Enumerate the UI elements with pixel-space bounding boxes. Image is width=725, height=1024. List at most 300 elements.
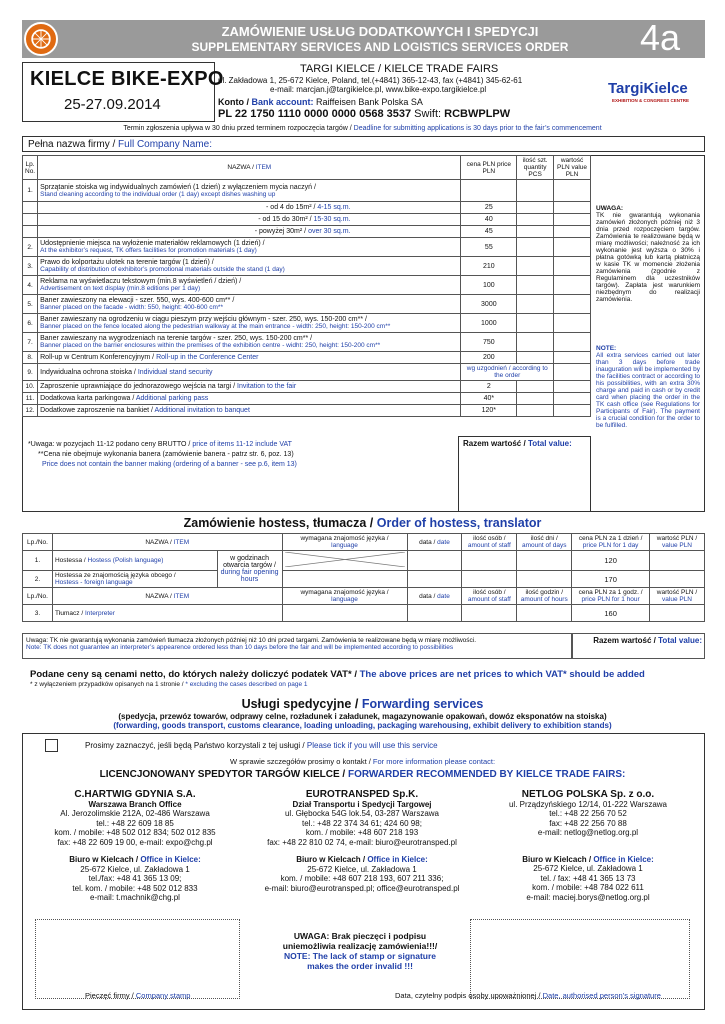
row-name-en: 15-30 sq.m. <box>313 216 351 223</box>
row-qty[interactable] <box>517 202 554 214</box>
fwd3-name: NETLOG POLSKA Sp. z o.o. <box>521 789 655 800</box>
row-qty[interactable] <box>517 314 554 333</box>
fwd3-o2: tel. / fax: +48 41 365 13 73 <box>540 873 636 883</box>
fwd1-addr: Al. Jerozolimskie 212A, 02-486 Warszawa <box>60 809 210 818</box>
h-days-header <box>517 534 572 551</box>
h2-phour-en: price PLN for 1 hour <box>581 596 640 603</box>
fwd3-email: e-mail: netlog@netlog.org.pl <box>537 828 639 837</box>
net-line-pl: Podane ceny są cenami netto, do których należy doliczyć podatek VAT* / <box>30 669 357 680</box>
h2-hours-header <box>517 588 572 605</box>
table-row <box>23 605 705 622</box>
h-row1-days[interactable] <box>517 551 572 571</box>
fwd1-o3: tel. kom. / mobile: +48 502 012 833 <box>72 883 198 893</box>
note-banner-en: Price does not contain the banner making (ordering of a banner - see p.6, item 13) <box>42 461 297 468</box>
table-row <box>23 333 591 352</box>
table-row <box>23 551 705 571</box>
row-name-pl: Dodatkowa karta parkingowa / <box>40 395 135 402</box>
h-row1-value[interactable] <box>650 551 705 571</box>
deadline-pl: Termin zgłoszenia upływa w 30 dniu przed terminem rozpoczęcia targów / <box>123 125 352 132</box>
account-number: PL 22 1750 1110 0000 0000 0568 3537 <box>218 108 412 120</box>
row-qty[interactable] <box>517 257 554 276</box>
h-pday-en: price PLN for 1 day <box>582 542 639 549</box>
h-name-header <box>52 534 282 551</box>
forwarding-sub-pl: (spedycja, przewóz towarów, odprawy celne, rozładunek i załadunek, magazynowanie opakowań, dowóz eksponatów na stoiska) <box>118 712 607 721</box>
row-value[interactable] <box>554 180 591 202</box>
h-row2-lang[interactable] <box>282 571 407 588</box>
net-line-en: The above prices are net prices to which VAT* should be added <box>359 669 645 680</box>
h-row1-no: 1. <box>23 551 53 571</box>
fairs-web: e-mail: marcjan.j@targikielce.pl, www.bike-expo.targikielce.pl <box>270 85 487 94</box>
company-label-pl: Pełna nazwa firmy / <box>28 139 116 150</box>
row-name-en: Capability of distribution of exhibitor’s promotional materials outside the stand (1 day) <box>40 266 285 273</box>
h-row2-price: 170 <box>572 571 650 588</box>
tick-pl: Prosimy zaznaczyć, jeśli będą Państwo korzystali z tej usługi / <box>85 741 305 750</box>
h-row3-pl: Tłumacz / <box>54 609 84 617</box>
note-title: NOTE: <box>596 345 617 352</box>
fairs-address: ul. Zakładowa 1, 25-672 Kielce, Poland, tel.(+4841) 365-12-43, fax (+4841) 345-62-61 <box>218 76 523 85</box>
table-row <box>23 276 591 295</box>
row-value[interactable] <box>554 202 591 214</box>
total-label-en: Total value: <box>527 439 572 448</box>
row-value[interactable] <box>554 238 591 257</box>
h2-date-en: date <box>437 592 450 600</box>
row-no: 3. <box>23 257 38 276</box>
fwd2-fax: fax: +48 22 810 02 74, e-mail: biuro@eurotransped.pl <box>267 837 457 847</box>
row-name-pl: Prawo do kolportażu ulotek na terenie targów (1 dzień) / <box>40 259 214 266</box>
h2-hours-en: amount of hours <box>520 596 568 603</box>
row-name-en: Banner placed on the facade - width: 550, height: 400-600 cm** <box>40 304 223 311</box>
h-row3-en: Interpreter <box>84 609 115 617</box>
h-row3-price: 160 <box>572 605 650 622</box>
row-price: 40* <box>461 393 517 405</box>
h-row1-staff[interactable] <box>462 551 517 571</box>
row-name-pl: Dodatkowe zaproszenie na bankiet / <box>40 407 153 414</box>
forwarding-tick-label <box>85 741 438 750</box>
h2-name-header <box>52 588 282 605</box>
table-row <box>23 202 591 214</box>
row-qty[interactable] <box>517 405 554 417</box>
h2-val-pl: wartość PLN / <box>656 589 698 596</box>
row-qty[interactable] <box>517 333 554 352</box>
net-sub-pl: * z wyłączeniem przypadków opisanych na 1 stronie / <box>30 681 184 688</box>
row-qty[interactable] <box>517 352 554 364</box>
h2-val-header <box>650 588 705 605</box>
row-name <box>38 295 461 314</box>
row-name <box>38 352 461 364</box>
row-name-pl: Sprzątanie stoiska wg indywidualnych zamówień (1 dzień) z wyłączeniem mycia naczyń / <box>40 183 316 191</box>
net-sub-en: * excluding the cases described on page 1 <box>185 681 308 688</box>
fwd3-o1: 25-672 Kielce, ul. Zakładowa 1 <box>533 864 643 873</box>
uwaga-text: TK nie gwarantują wykonania zamówień złożonych później niż 3 dnia przed rozpoczęciem targów. Zamówienia te realizowane będą w miarę możliwości; należność za ich wykonanie jest wyższa o 30% i płatna gotówką lub kartą płatniczą w kasie TK w momencie złożenia zamówienia (zgodnie z Regulaminem dla uczestników targów). Zapłata jest warunkiem niezbędnym do realizacji zamówienia. <box>596 212 700 303</box>
signature-label <box>395 991 661 1000</box>
row-name-pl: Reklama na wyświetlaczu tekstowym (min.8 wyświetleń / dzień) / <box>40 278 242 285</box>
h2-staff-pl: ilość osób / <box>473 589 506 596</box>
note-vat-en: price of items 11-12 include VAT <box>192 441 292 448</box>
table-row <box>23 571 705 588</box>
row-qty[interactable] <box>517 214 554 226</box>
h-row2-days[interactable] <box>517 571 572 588</box>
event-name: KIELCE BIKE-EXPO <box>30 68 224 90</box>
row-value[interactable] <box>554 352 591 364</box>
note-vat-pl: *Uwaga: w pozycjach 11-12 podano ceny BRUTTO / <box>28 441 191 448</box>
deadline-en: Deadline for submitting applications is 30 days prior to the fair’s commencement <box>353 125 602 132</box>
row-price: 3000 <box>461 295 517 314</box>
row-value[interactable] <box>554 405 591 417</box>
h2-phour-header <box>572 588 650 605</box>
h2-name-en: ITEM <box>173 592 190 600</box>
h-row3-value[interactable] <box>650 605 705 622</box>
h-val-header <box>650 534 705 551</box>
row-name-en: Banner placed on the barrier enclosures within the premises of the exhibition centre - widht: 250, height: 150-200 cm** <box>40 342 381 349</box>
row-name-en: Additional invitation to banquet <box>154 407 250 414</box>
col-qty-header: ilość szt. quantity PCS <box>517 156 554 180</box>
row-qty[interactable] <box>517 295 554 314</box>
row-qty[interactable] <box>517 226 554 238</box>
row-qty[interactable] <box>517 381 554 393</box>
h-row1-price: 120 <box>572 551 650 571</box>
row-no: 9. <box>23 364 38 381</box>
table-row <box>23 214 591 226</box>
row-name <box>38 314 461 333</box>
row-name-pl: Baner zawieszany na ogrodzeniu w ciągu pieszym przy wejściu głównym - szer. 250, wys. 150-200 cm** / <box>40 316 367 323</box>
row-name-pl: Baner zawieszany na wygrodzeniach na terenie targów - szer. 250, wys. 150-200 cm** / <box>40 335 313 342</box>
fwd2-addr: ul. Głębocka 54G lok.54, 03-287 Warszawa <box>284 809 439 818</box>
h-row3-name <box>52 605 282 622</box>
h2-phour-pl: cena PLN za 1 godz. / <box>578 589 643 596</box>
h-row2-value[interactable] <box>650 571 705 588</box>
h-no-header: Lp./No. <box>23 534 53 551</box>
form-title-pl: ZAMÓWIENIE USŁUG DODATKOWYCH I SPEDYCJI <box>221 24 539 39</box>
contact-pl: W sprawie szczegółów prosimy o kontakt / <box>229 757 371 766</box>
h-lang-pl: wymagana znajomość języka / <box>300 535 389 542</box>
hours-pl: w godzinach otwarcia targów / <box>223 555 277 569</box>
row-name <box>38 381 461 393</box>
h-row1-date[interactable] <box>407 551 462 571</box>
h-pday-pl: cena PLN za 1 dzień / <box>578 535 643 542</box>
forwarder-chg <box>25 790 245 903</box>
services-notes <box>28 440 297 470</box>
hostess-title <box>0 516 725 530</box>
row-price: 40 <box>461 214 517 226</box>
row-name <box>38 405 461 417</box>
fwd3-office-pl: Biuro w Kielcach / <box>522 854 592 864</box>
uwaga-title: UWAGA: <box>596 205 624 212</box>
row-name-pl: - od 4 do 15m² / <box>266 204 316 211</box>
table-row <box>23 180 591 202</box>
row-price: 100 <box>461 276 517 295</box>
fwd3-office-en: Office in Kielce: <box>593 854 654 864</box>
forwarder-eurotransped <box>252 790 472 893</box>
forwarder-netlog <box>478 790 698 902</box>
h2-date-pl: data / <box>419 592 436 600</box>
bank-line <box>218 97 423 107</box>
interpreter-header-row <box>23 588 705 605</box>
h-row2-name <box>52 571 217 588</box>
row-qty[interactable] <box>517 393 554 405</box>
fwd2-tel: tel.: +48 22 374 34 61; 424 60 98; <box>302 818 422 828</box>
row-value[interactable] <box>554 226 591 238</box>
services-total-label <box>463 439 572 448</box>
col-no-header: Lp. No. <box>23 156 38 180</box>
h-val-en: value PLN <box>662 542 693 549</box>
stamp-en: Company stamp <box>135 991 191 1000</box>
hostess-total-en: Total value: <box>658 636 702 645</box>
row-price: 45 <box>461 226 517 238</box>
fwd1-fax: fax: +48 22 609 19 00, e-mail: expo@chg.pl <box>57 837 213 847</box>
row-price: 750 <box>461 333 517 352</box>
deadline-note <box>0 125 725 132</box>
h2-staff-en: amount of staff <box>467 596 511 603</box>
warn-2: uniemożliwia realizację zamówienia!!!/ <box>282 941 438 951</box>
row-name <box>38 276 461 295</box>
side-note <box>596 345 700 429</box>
rec-pl: LICENCJONOWANY SPEDYTOR TARGÓW KIELCE / <box>99 769 346 780</box>
row-name-en: Roll-up in the Conference Center <box>156 354 259 361</box>
hostess-header-row <box>23 534 705 551</box>
note-text: All extra services carried out later than 3 days before trade inauguration will be implemented by the facilities contract or according to his possibilities, with an extra 30% charge and paid in cash or by credit card when placing the order in the TK cash office (see Regulations for Participants of Fair). The payment is a crucial condition for the order to be fulfilled. <box>596 352 700 429</box>
row-price: 210 <box>461 257 517 276</box>
warn-3: NOTE: The lack of stamp or signature <box>283 951 437 961</box>
row-value[interactable] <box>554 333 591 352</box>
row-name <box>38 333 461 352</box>
h-row3-staff[interactable] <box>462 605 517 622</box>
services-header-row <box>23 156 591 180</box>
company-label-en: Full Company Name: <box>118 139 212 150</box>
forwarding-checkbox[interactable] <box>45 739 58 752</box>
row-no <box>23 214 38 226</box>
fwd2-o1: 25-672 Kielce, ul. Zakładowa 1 <box>307 864 417 874</box>
h-name-pl: NAZWA / <box>145 538 172 546</box>
h2-date-header <box>407 588 462 605</box>
row-no: 6. <box>23 314 38 333</box>
company-name-label <box>28 139 212 150</box>
row-price: 200 <box>461 352 517 364</box>
row-qty[interactable] <box>517 238 554 257</box>
h2-staff-header <box>462 588 517 605</box>
row-price: 120* <box>461 405 517 417</box>
h2-val-en: value PLN <box>662 596 693 603</box>
h2-no-header: Lp./No. <box>23 588 53 605</box>
targi-kielce-logo-sub: EXHIBITION & CONGRESS CENTRE <box>612 98 690 103</box>
row-price: 25 <box>461 202 517 214</box>
fwd2-office-pl: Biuro w Kielcach / <box>296 855 366 864</box>
row-price: wg uzgodnień / according to the order <box>461 364 554 381</box>
hostess-total-field[interactable] <box>572 633 705 659</box>
row-name-pl: Indywidualna ochrona stoiska / <box>40 368 136 376</box>
fwd3-tel: tel.: +48 22 256 70 52 <box>549 809 627 818</box>
total-label-pl: Razem wartość / <box>463 439 526 448</box>
row-name <box>38 202 461 214</box>
table-row <box>23 238 591 257</box>
note-banner-pl: **Cena nie obejmuje wykonania banera (zamówienie banera - patrz str. 6, poz. 13) <box>38 451 294 458</box>
row-name-en: Advertisement on text display (min.8 editions per 1 day) <box>40 285 201 292</box>
company-stamp-field[interactable] <box>35 919 240 999</box>
row-name-en: Stand cleaning according to the individual order (1 day) except dishes washing up <box>40 190 276 198</box>
swift-label: Swift: <box>414 108 442 120</box>
fwd1-name: C.HARTWIG GDYNIA S.A. <box>74 789 196 800</box>
fwd1-tel: tel.: +48 22 609 18 85 <box>96 818 174 828</box>
fairs-title: TARGI KIELCE / KIELCE TRADE FAIRS <box>300 63 499 75</box>
table-row <box>23 226 591 238</box>
forwarding-title <box>0 697 725 711</box>
company-stamp-label <box>85 991 190 1000</box>
row-name-pl: Roll-up w Centrum Konferencyjnym / <box>40 354 155 361</box>
row-value[interactable] <box>554 214 591 226</box>
note-vat <box>28 440 297 450</box>
fwd1-kom: kom. / mobile: +48 502 012 834; 502 012 835 <box>54 828 216 837</box>
h-date-header <box>407 534 462 551</box>
row-name <box>38 257 461 276</box>
stamp-pl: Pieczęć firmy / <box>85 991 134 1000</box>
side-uwaga <box>596 205 700 303</box>
row-no: 5. <box>23 295 38 314</box>
h-row3-no: 3. <box>23 605 53 622</box>
net-prices-sub <box>30 681 308 688</box>
row-name <box>38 364 461 381</box>
row-value[interactable] <box>554 276 591 295</box>
h-row2-date[interactable] <box>407 571 462 588</box>
row-name-pl: Udostępnienie miejsca na wyłożenie materiałów reklamowych (1 dzień) / <box>40 240 265 247</box>
row-no: 1. <box>23 180 38 202</box>
h-row1-en: Hostess (Polish language) <box>87 557 164 564</box>
fwd2-o3: e-mail: biuro@eurotransped.pl; office@eurotransped.pl <box>264 883 460 893</box>
row-qty[interactable] <box>517 180 554 202</box>
table-row <box>23 314 591 333</box>
h-pday-header <box>572 534 650 551</box>
h-date-pl: data / <box>419 538 436 546</box>
row-name-en: At the exhibitor’s request, TK offers facilities for promotion materials (1 day) <box>40 247 257 254</box>
bank-label-pl: Konto / <box>218 97 249 107</box>
h-staff-header <box>462 534 517 551</box>
row-no: 8. <box>23 352 38 364</box>
form-number: 4a <box>640 17 681 58</box>
forwarding-contact <box>0 757 725 766</box>
h-days-en: amount of days <box>522 542 567 549</box>
hostess-title-pl: Zamówienie hostess, tłumacza / <box>183 516 374 530</box>
forwarder-recommended <box>0 769 725 780</box>
fwd1-o4: e-mail: t.machnik@chg.pl <box>90 893 180 902</box>
cross-out-icon <box>285 552 405 567</box>
hostess-title-en: Order of hostess, translator <box>376 516 542 530</box>
row-no <box>23 226 38 238</box>
fwd2-name: EUROTRANSPED Sp.K. <box>305 789 419 800</box>
h-row2-no: 2. <box>23 571 53 588</box>
h-staff-en: amount of staff <box>467 542 511 549</box>
row-no: 4. <box>23 276 38 295</box>
hostess-table <box>22 533 705 622</box>
fwd2-office-en: Office in Kielce: <box>367 855 428 864</box>
row-qty[interactable] <box>517 276 554 295</box>
contact-en: For more information please contact: <box>372 757 496 766</box>
row-no: 2. <box>23 238 38 257</box>
fwd1-office-en: Office in Kielce: <box>140 855 201 864</box>
net-prices-note <box>30 669 645 680</box>
fwd3-addr: ul. Prządzyńskiego 12/14, 01-222 Warszawa <box>508 799 667 809</box>
row-name-en: over 30 sq.m. <box>308 228 351 235</box>
account-line <box>218 108 510 120</box>
row-name-pl: - powyżej 30m² / <box>254 228 307 235</box>
h-row1-pl: Hostessa / <box>54 557 86 564</box>
h-days-pl: ilość dni / <box>530 535 558 542</box>
fwd1-o1: 25-672 Kielce, ul. Zakładowa 1 <box>80 864 190 874</box>
h-row3-hours[interactable] <box>517 605 572 622</box>
row-name-en: Additional parking pass <box>135 395 209 402</box>
h-lang-header <box>282 534 407 551</box>
row-no <box>23 202 38 214</box>
h-row3-date[interactable] <box>407 605 462 622</box>
event-dates: 25-27.09.2014 <box>64 96 161 113</box>
signature-field[interactable] <box>470 919 690 999</box>
tick-en: Please tick if you will use this service <box>306 741 438 750</box>
row-value[interactable] <box>554 381 591 393</box>
row-no: 10. <box>23 381 38 393</box>
h-row2-staff[interactable] <box>462 571 517 588</box>
fwd2-sub: Dział Transportu i Spedycji Targowej <box>292 799 432 809</box>
rec-en: FORWARDER RECOMMENDED BY KIELCE TRADE FAIRS: <box>347 769 626 780</box>
forwarding-title-pl: Usługi spedycyjne / <box>241 697 359 711</box>
row-value[interactable] <box>554 393 591 405</box>
fwd2-kom: kom. / mobile: +48 607 218 193 <box>305 828 419 837</box>
fwd2-o2: kom. / mobile: +48 607 218 193, 607 211 336; <box>280 874 444 883</box>
fwd3-o3: kom. / mobile: +48 784 022 611 <box>532 883 644 892</box>
warn-1: UWAGA: Brak pieczęci i podpisu <box>293 931 427 941</box>
table-row <box>23 393 591 405</box>
h-date-en: date <box>437 538 450 546</box>
row-name-en: Individual stand security <box>137 368 213 376</box>
row-no: 7. <box>23 333 38 352</box>
sig-en: Date, authorised person’s signature <box>542 991 661 1000</box>
fwd1-o2: tel./fax: +48 41 365 13 09; <box>88 874 182 883</box>
h-row3-lang[interactable] <box>282 605 407 622</box>
row-price: 1000 <box>461 314 517 333</box>
hostess-total-pl: Razem wartość / <box>593 636 656 645</box>
row-price: 2 <box>461 381 517 393</box>
hostess-note-pl: Uwaga: TK nie gwarantują wykonania zamówień tłumacza złożonych później niż 10 dni przed targami. Zamówienia te realizowane będą w miarę możliwości. <box>26 637 477 644</box>
row-value[interactable] <box>554 364 591 381</box>
row-name <box>38 238 461 257</box>
wheel-logo-icon <box>24 22 58 56</box>
row-no: 11. <box>23 393 38 405</box>
h-row1-name <box>52 551 217 571</box>
fwd3-o4: e-mail: maciej.borys@netlog.org.pl <box>526 892 650 902</box>
bank-label-en: Bank account: <box>251 97 314 107</box>
h-name-en: ITEM <box>173 538 190 546</box>
row-value[interactable] <box>554 295 591 314</box>
col-name-header <box>38 156 461 180</box>
h-val-pl: wartość PLN / <box>656 535 698 542</box>
h-row1-lang[interactable] <box>282 551 407 571</box>
h-row2-pl: Hostessa ze znajomością języka obcego / <box>54 572 176 579</box>
table-row <box>23 295 591 314</box>
h-lang-en: language <box>331 542 358 549</box>
row-name-en: Banner placed on the fence located along the pedestrian walkway at the main entrance - width: 250, height: 150-200 cm** <box>40 323 391 330</box>
table-row <box>23 364 591 381</box>
h2-hours-pl: ilość godzin / <box>525 589 564 596</box>
fwd2-office <box>252 855 472 865</box>
h-row2-en: Hostess - foreign language <box>54 579 133 586</box>
table-row <box>23 381 591 393</box>
bank-name: Raiffeisen Bank Polska SA <box>316 97 423 107</box>
h2-lang-header <box>282 588 407 605</box>
targi-kielce-logo: TargiKielce <box>608 80 688 97</box>
col-value-header: wartość PLN value PLN <box>554 156 591 180</box>
forwarding-title-en: Forwarding services <box>361 697 484 711</box>
row-value[interactable] <box>554 314 591 333</box>
row-value[interactable] <box>554 257 591 276</box>
row-price <box>461 180 517 202</box>
fwd1-office-pl: Biuro w Kielcach / <box>69 855 139 864</box>
row-name <box>38 214 461 226</box>
